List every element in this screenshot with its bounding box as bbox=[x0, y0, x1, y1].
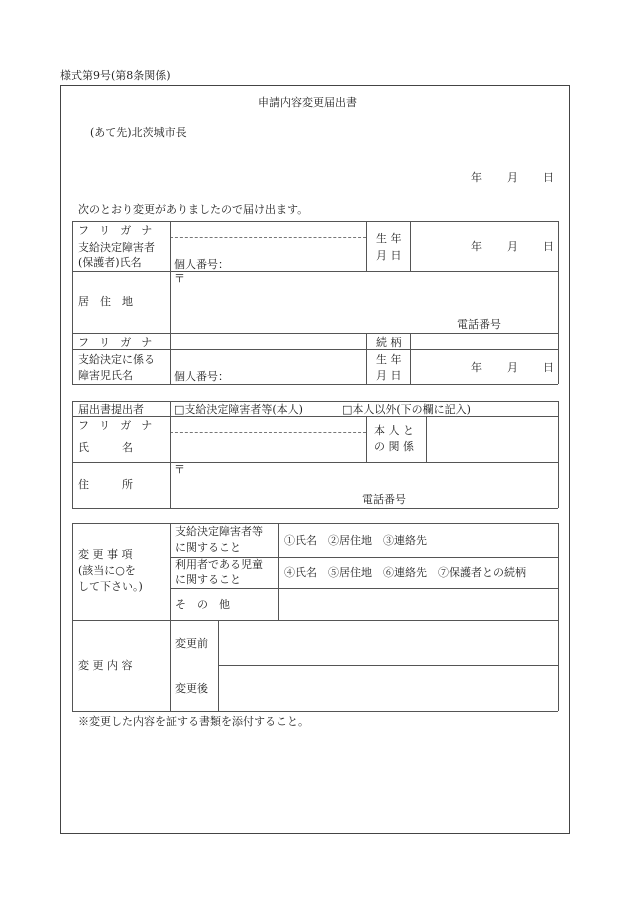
phone-label: 電話番号 bbox=[457, 318, 501, 331]
note-text: ※変更した内容を証する書類を添付すること。 bbox=[78, 715, 309, 728]
after-label: 変更後 bbox=[175, 682, 208, 695]
items-label-2: (該当に○を bbox=[78, 564, 136, 577]
furigana-label: フ リ ガ ナ bbox=[78, 224, 156, 237]
row1-label-2: に関すること bbox=[175, 541, 241, 554]
submitter-relation-2: の 関 係 bbox=[374, 440, 414, 453]
birth-label-1: 生 年 bbox=[376, 232, 402, 245]
child-birth-year: 年 bbox=[471, 361, 482, 374]
recipient-label-2: (保護者)氏名 bbox=[78, 256, 142, 269]
birth-label-2a: 生 年 bbox=[376, 353, 402, 366]
items-label-3: して下さい。) bbox=[78, 580, 143, 593]
submitter-relation-1: 本 人 と bbox=[374, 424, 414, 437]
submitter-label: 届出書提出者 bbox=[78, 403, 144, 416]
birth-month: 月 bbox=[507, 240, 518, 253]
row1-label-1: 支給決定障害者等 bbox=[175, 525, 263, 538]
birth-label-2b: 月 日 bbox=[376, 369, 402, 382]
submitter-name-label: 氏 名 bbox=[78, 441, 133, 454]
form-title: 申請内容変更届出書 bbox=[258, 96, 357, 109]
recipient-label-1: 支給決定障害者 bbox=[78, 241, 155, 254]
option-other-checkbox[interactable]: □本人以外(下の欄に記入) bbox=[342, 403, 471, 416]
child-birth-day: 日 bbox=[543, 361, 554, 374]
submitter-furigana-label: フ リ ガ ナ bbox=[78, 419, 156, 432]
residence-label: 居 住 地 bbox=[78, 295, 133, 308]
year-label: 年 bbox=[471, 171, 482, 184]
content-label: 変 更 内 容 bbox=[78, 659, 133, 672]
submitter-address-label: 住 所 bbox=[78, 478, 133, 491]
relation-label: 続 柄 bbox=[376, 336, 402, 349]
addressee: (あて先)北茨城市長 bbox=[90, 126, 187, 139]
birth-year: 年 bbox=[471, 240, 482, 253]
intro-text: 次のとおり変更がありましたので届け出ます。 bbox=[78, 203, 309, 216]
submitter-postal-mark: 〒 bbox=[174, 463, 185, 476]
row2-label-1: 利用者である児童 bbox=[175, 558, 263, 571]
before-label: 変更前 bbox=[175, 637, 208, 650]
child-label-1: 支給決定に係る bbox=[78, 353, 155, 366]
birth-label-2: 月 日 bbox=[376, 249, 402, 262]
birth-day: 日 bbox=[543, 240, 554, 253]
postal-mark: 〒 bbox=[174, 272, 185, 285]
my-number-label-2: 個人番号： bbox=[174, 370, 229, 383]
row2-label-2: に関すること bbox=[175, 573, 241, 586]
submitter-phone-label: 電話番号 bbox=[362, 493, 406, 506]
row3-label: そ の 他 bbox=[175, 598, 230, 611]
day-label: 日 bbox=[543, 171, 554, 184]
child-label-2: 障害児氏名 bbox=[78, 369, 133, 382]
my-number-label: 個人番号： bbox=[174, 258, 229, 271]
items-label-1: 変 更 事 項 bbox=[78, 548, 133, 561]
row1-options[interactable]: ①氏名 ②居住地 ③連絡先 bbox=[284, 534, 427, 547]
row2-options[interactable]: ④氏名 ⑤居住地 ⑥連絡先 ⑦保護者との続柄 bbox=[284, 566, 526, 579]
furigana-label-2: フ リ ガ ナ bbox=[78, 336, 156, 349]
child-birth-month: 月 bbox=[507, 361, 518, 374]
month-label: 月 bbox=[507, 171, 518, 184]
form-number: 様式第9号(第8条関係) bbox=[60, 69, 171, 82]
option-self-checkbox[interactable]: □支給決定障害者等(本人) bbox=[174, 403, 303, 416]
